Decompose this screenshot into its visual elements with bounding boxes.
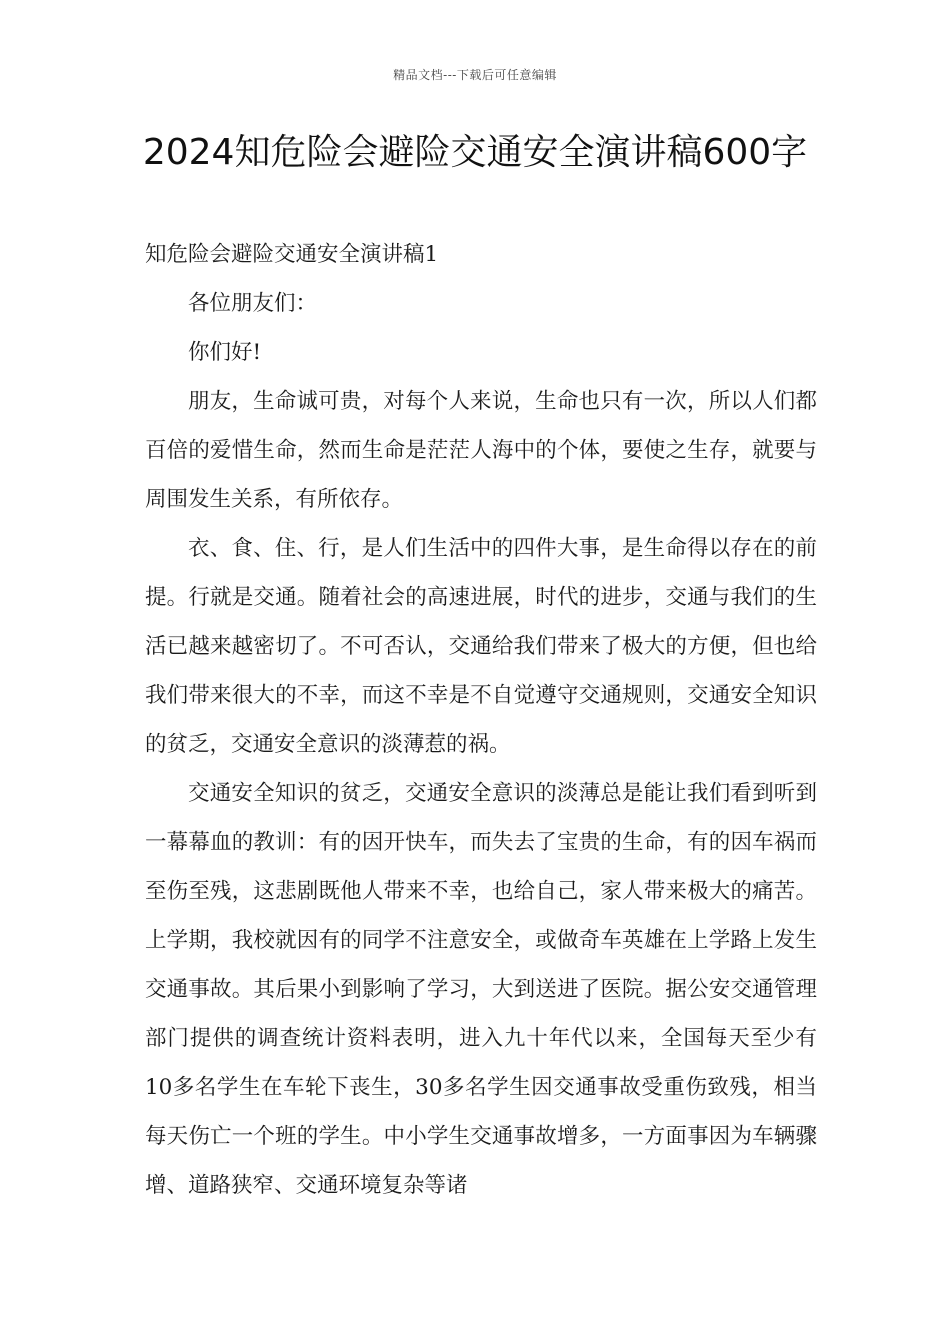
paragraph-transport: 衣、食、住、行，是人们生活中的四件大事，是生命得以存在的前提。行就是交通。随着社会的高速进展，时代的进步，交通与我们的生活已越来越密切了。不可否认，交通给我们带来了极大的方便，但也给我们带来很大的不幸，而这不幸是不自觉遵守交通规则，交通安全知识的贫乏，交通安全意识的淡薄惹的祸。 (145, 536, 817, 757)
greeting-hello: 你们好! (188, 340, 262, 365)
document-title: 2024知危险会避险交通安全演讲稿600字 (142, 132, 808, 173)
paragraph-safety-knowledge: 交通安全知识的贫乏，交通安全意识的淡薄总是能让我们看到听到一幕幕血的教训：有的因开快车，而失去了宝贵的生命，有的因车祸而至伤至残，这悲剧既他人带来不幸，也给自己，家人带来极大的痛苦。上学期，我校就因有的同学不注意安全，或做奇车英雄在上学路上发生交通事故。其后果小到影响了学习，大到送进了医院。据公安交通管理部门提供的调查统计资料表明，进入九十年代以来，全国每天至少有10多名学生在车轮下丧生，30多名学生因交通事故受重伤致残，相当每天伤亡一个班的学生。中小学生交通事故增多，一方面事因为车辆骤增、道路狭窄、交通环境复杂等诸 (145, 781, 817, 1198)
document-body (145, 230, 817, 1210)
greeting-salutation: 各位朋友们： (188, 291, 318, 316)
section-heading: 知危险会避险交通安全演讲稿1 (145, 242, 439, 267)
page-header-note: 精品文档---下载后可任意编辑 (393, 68, 557, 82)
paragraph-life: 朋友，生命诚可贵，对每个人来说，生命也只有一次，所以人们都百倍的爱惜生命，然而生命是茫茫人海中的个体，要使之生存，就要与周围发生关系，有所依存。 (145, 389, 817, 512)
